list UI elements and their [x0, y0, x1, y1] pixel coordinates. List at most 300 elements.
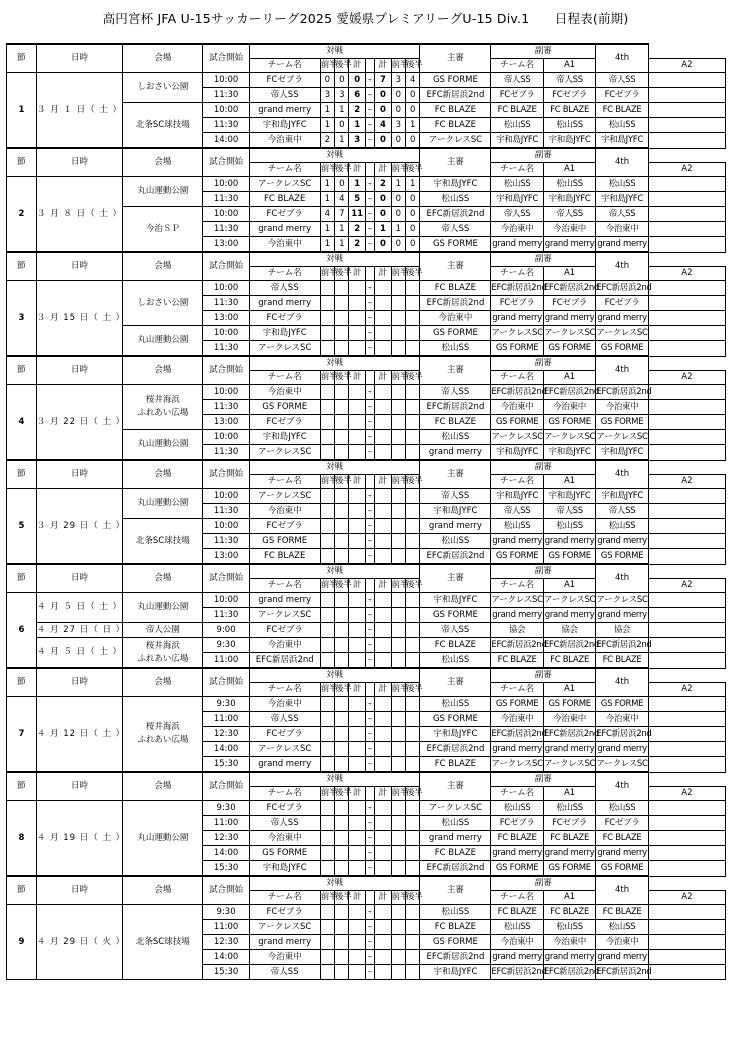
home-second-half-score — [335, 415, 349, 430]
away-second-half-score — [406, 608, 420, 623]
match-venue: 今治ＳＰ — [123, 207, 203, 253]
fourth-official — [648, 608, 725, 623]
home-second-half-score — [335, 697, 349, 712]
header-total: 計 — [349, 163, 365, 177]
home-second-half-score: 7 — [335, 207, 349, 222]
header-referee: 副審 — [491, 460, 596, 475]
score-dash: – — [365, 653, 374, 669]
home-team: FCゼブラ — [249, 73, 320, 88]
home-team: grand merry — [249, 935, 320, 950]
away-first-half-score — [391, 801, 405, 816]
header-main-referee: 主審 — [420, 876, 491, 905]
header-total: 計 — [375, 475, 391, 489]
fourth-official — [648, 326, 725, 341]
home-total-score: 2 — [349, 222, 365, 237]
home-total-score: 2 — [349, 103, 365, 118]
main-referee: アークレスSC — [491, 757, 543, 773]
match-venue: 北条SC球技場 — [123, 519, 203, 565]
kickoff-time: 9:30 — [203, 905, 249, 920]
score-dash: – — [365, 831, 374, 846]
home-team: 帝人SS — [249, 965, 320, 980]
kickoff-time: 9:00 — [203, 623, 249, 638]
kickoff-time: 10:00 — [203, 73, 249, 88]
document-title: 高円宮杯 JFA U-15サッカーリーグ2025 愛媛県プレミアリーグU-15 Div.1 日程表(前期) — [102, 11, 629, 26]
header-venue: 会場 — [123, 44, 203, 73]
away-second-half-score — [406, 905, 420, 920]
fourth-official — [648, 400, 725, 415]
away-team: grand merry — [420, 519, 491, 534]
score-dash: – — [365, 177, 374, 192]
away-first-half-score — [391, 296, 405, 311]
away-total-score — [375, 638, 391, 653]
home-first-half-score — [320, 742, 334, 757]
home-second-half-score: 0 — [335, 177, 349, 192]
away-second-half-score — [406, 846, 420, 861]
main-referee: 宇和島JYFC — [491, 489, 543, 504]
kickoff-time: 14:00 — [203, 133, 249, 149]
home-second-half-score — [335, 920, 349, 935]
away-second-half-score — [406, 415, 420, 430]
header-kickoff: 試合開始 — [203, 876, 249, 905]
fourth-official — [648, 385, 725, 400]
assistant-referee-a2: GS FORME — [596, 415, 648, 430]
main-referee: 帝人SS — [491, 504, 543, 519]
assistant-referee-a1: 宇和島JYFC — [543, 133, 595, 149]
kickoff-time: 11:00 — [203, 653, 249, 669]
score-dash: – — [365, 504, 374, 519]
away-team: GS FORME — [420, 608, 491, 623]
assistant-referee-a2: EFC新居浜2nd — [596, 638, 648, 653]
home-first-half-score — [320, 653, 334, 669]
header-fourth: 4th — [596, 772, 648, 801]
fourth-official — [648, 73, 725, 88]
home-team: アークレスSC — [249, 742, 320, 757]
header-match: 対戦 — [249, 148, 420, 163]
home-second-half-score — [335, 861, 349, 877]
home-first-half-score — [320, 905, 334, 920]
assistant-referee-a1: EFC新居浜2nd — [543, 727, 595, 742]
home-team: アークレスSC — [249, 608, 320, 623]
away-team: 松山SS — [420, 341, 491, 357]
assistant-referee-a1: 松山SS — [543, 920, 595, 935]
home-first-half-score — [320, 965, 334, 980]
away-team: 松山SS — [420, 653, 491, 669]
assistant-referee-a1: EFC新居浜2nd — [543, 281, 595, 296]
away-first-half-score — [391, 281, 405, 296]
header-kickoff: 試合開始 — [203, 356, 249, 385]
away-team: 宇和島JYFC — [420, 177, 491, 192]
home-second-half-score — [335, 504, 349, 519]
assistant-referee-a2: FCゼブラ — [596, 88, 648, 103]
main-referee: 松山SS — [491, 920, 543, 935]
match-row — [7, 801, 726, 816]
away-first-half-score — [391, 920, 405, 935]
home-second-half-score — [335, 489, 349, 504]
assistant-referee-a2: EFC新居浜2nd — [596, 281, 648, 296]
header-second-half: 後半 — [335, 579, 349, 593]
header-date: 日時 — [36, 356, 122, 385]
home-total-score — [349, 341, 365, 357]
round-number: 5 — [7, 489, 37, 565]
away-second-half-score — [406, 549, 420, 565]
header-match: 対戦 — [249, 772, 420, 787]
away-total-score — [375, 742, 391, 757]
assistant-referee-a1: 協会 — [543, 623, 595, 638]
header-fourth: 4th — [596, 460, 648, 489]
away-second-half-score — [406, 816, 420, 831]
fourth-official — [648, 801, 725, 816]
assistant-referee-a2: 協会 — [596, 623, 648, 638]
fourth-official — [648, 638, 725, 653]
header-a1: A1 — [543, 475, 595, 489]
assistant-referee-a2: アークレスSC — [596, 757, 648, 773]
home-team: 帝人SS — [249, 816, 320, 831]
away-second-half-score: 0 — [406, 88, 420, 103]
match-date: ４ 月 ５ 日（ 土 ） — [36, 638, 122, 669]
main-referee: grand merry — [491, 742, 543, 757]
header-second-half: 後半 — [406, 475, 420, 489]
away-total-score — [375, 489, 391, 504]
away-team: GS FORME — [420, 326, 491, 341]
home-team: アークレスSC — [249, 341, 320, 357]
header-a1: A1 — [543, 787, 595, 801]
header-match: 対戦 — [249, 876, 420, 891]
score-dash: – — [365, 534, 374, 549]
home-total-score: 1 — [349, 177, 365, 192]
header-main-referee: 主審 — [420, 460, 491, 489]
home-team: アークレスSC — [249, 445, 320, 461]
away-first-half-score — [391, 697, 405, 712]
match-row — [7, 73, 726, 88]
assistant-referee-a2: 松山SS — [596, 920, 648, 935]
home-first-half-score — [320, 311, 334, 326]
away-team: 宇和島JYFC — [420, 727, 491, 742]
header-venue: 会場 — [123, 564, 203, 593]
score-dash: – — [365, 445, 374, 461]
header-first-half: 前半 — [391, 163, 405, 177]
home-total-score — [349, 950, 365, 965]
header-dash-gap — [365, 163, 374, 177]
header-dash-gap — [365, 891, 374, 905]
away-first-half-score: 0 — [391, 103, 405, 118]
assistant-referee-a1: grand merry — [543, 237, 595, 253]
away-total-score — [375, 801, 391, 816]
header-second-half: 後半 — [335, 787, 349, 801]
round-number: 9 — [7, 905, 37, 980]
home-team: 宇和島JYFC — [249, 326, 320, 341]
match-row — [7, 593, 726, 608]
home-total-score — [349, 415, 365, 430]
away-total-score — [375, 950, 391, 965]
home-team: FCゼブラ — [249, 415, 320, 430]
away-team: FC BLAZE — [420, 103, 491, 118]
fourth-official — [648, 88, 725, 103]
home-team: 今治東中 — [249, 133, 320, 149]
away-team: 松山SS — [420, 430, 491, 445]
home-total-score — [349, 653, 365, 669]
header-kickoff: 試合開始 — [203, 564, 249, 593]
match-date: ４ 月 12 日（ 土 ） — [36, 697, 122, 773]
home-first-half-score — [320, 727, 334, 742]
away-second-half-score — [406, 623, 420, 638]
assistant-referee-a1: 松山SS — [543, 801, 595, 816]
round-number: 3 — [7, 281, 37, 357]
match-row — [7, 905, 726, 920]
away-first-half-score — [391, 712, 405, 727]
away-first-half-score: 3 — [391, 73, 405, 88]
main-referee: EFC新居浜2nd — [491, 385, 543, 400]
assistant-referee-a1: GS FORME — [543, 341, 595, 357]
header-kickoff: 試合開始 — [203, 460, 249, 489]
fourth-official — [648, 415, 725, 430]
main-referee: FCゼブラ — [491, 816, 543, 831]
home-first-half-score: 1 — [320, 222, 334, 237]
kickoff-time: 15:30 — [203, 965, 249, 980]
main-referee: EFC新居浜2nd — [491, 638, 543, 653]
main-referee: アークレスSC — [491, 326, 543, 341]
header-total: 計 — [349, 891, 365, 905]
score-dash: – — [365, 697, 374, 712]
header-first-half: 前半 — [320, 371, 334, 385]
assistant-referee-a2: 帝人SS — [596, 207, 648, 222]
score-dash: – — [365, 103, 374, 118]
home-total-score — [349, 905, 365, 920]
header-total: 計 — [375, 683, 391, 697]
header-first-half: 前半 — [320, 579, 334, 593]
header-a2: A2 — [648, 163, 725, 177]
main-referee: EFC新居浜2nd — [491, 965, 543, 980]
away-team: EFC新居浜2nd — [420, 296, 491, 311]
round-header-row — [7, 44, 726, 59]
header-first-half: 前半 — [391, 579, 405, 593]
away-second-half-score — [406, 519, 420, 534]
header-a2: A2 — [648, 683, 725, 697]
home-team: 今治東中 — [249, 504, 320, 519]
home-total-score — [349, 430, 365, 445]
away-first-half-score — [391, 415, 405, 430]
assistant-referee-a1: 今治東中 — [543, 400, 595, 415]
assistant-referee-a2: GS FORME — [596, 341, 648, 357]
header-fourth: 4th — [596, 252, 648, 281]
score-dash: – — [365, 623, 374, 638]
kickoff-time: 11:30 — [203, 296, 249, 311]
score-dash: – — [365, 608, 374, 623]
header-home-team: チーム名 — [249, 163, 320, 177]
round-number: 1 — [7, 73, 37, 149]
match-date: ３ 月 15 日（ 土 ） — [36, 281, 122, 357]
score-dash: – — [365, 118, 374, 133]
away-second-half-score — [406, 712, 420, 727]
main-referee: FC BLAZE — [491, 831, 543, 846]
header-home-team: チーム名 — [249, 371, 320, 385]
home-second-half-score — [335, 950, 349, 965]
kickoff-time: 11:30 — [203, 504, 249, 519]
kickoff-time: 11:30 — [203, 341, 249, 357]
away-total-score — [375, 846, 391, 861]
away-total-score — [375, 326, 391, 341]
assistant-referee-a2: EFC新居浜2nd — [596, 965, 648, 980]
match-row — [7, 177, 726, 192]
assistant-referee-a1: 宇和島JYFC — [543, 489, 595, 504]
away-team: 松山SS — [420, 534, 491, 549]
away-total-score — [375, 920, 391, 935]
away-second-half-score — [406, 385, 420, 400]
assistant-referee-a1: 宇和島JYFC — [543, 445, 595, 461]
header-second-half: 後半 — [406, 267, 420, 281]
match-venue: 北条SC球技場 — [123, 103, 203, 149]
home-first-half-score — [320, 757, 334, 773]
home-team: GS FORME — [249, 534, 320, 549]
main-referee: FCゼブラ — [491, 88, 543, 103]
assistant-referee-a2: アークレスSC — [596, 326, 648, 341]
header-second-half: 後半 — [406, 891, 420, 905]
home-first-half-score — [320, 519, 334, 534]
score-dash: – — [365, 222, 374, 237]
header-a1: A1 — [543, 683, 595, 697]
match-date: ３ 月 29 日（ 土 ） — [36, 489, 122, 565]
assistant-referee-a2: grand merry — [596, 950, 648, 965]
main-referee: FC BLAZE — [491, 653, 543, 669]
away-second-half-score — [406, 727, 420, 742]
round-header-row — [7, 148, 726, 163]
main-referee: GS FORME — [491, 341, 543, 357]
away-second-half-score: 0 — [406, 103, 420, 118]
away-second-half-score — [406, 950, 420, 965]
assistant-referee-a1: アークレスSC — [543, 326, 595, 341]
home-second-half-score — [335, 905, 349, 920]
assistant-referee-a1: アークレスSC — [543, 430, 595, 445]
away-second-half-score — [406, 801, 420, 816]
fourth-official — [648, 742, 725, 757]
home-team: FCゼブラ — [249, 801, 320, 816]
away-team: FC BLAZE — [420, 415, 491, 430]
home-team: grand merry — [249, 296, 320, 311]
header-date: 日時 — [36, 148, 122, 177]
assistant-referee-a1: 帝人SS — [543, 504, 595, 519]
home-first-half-score — [320, 638, 334, 653]
home-second-half-score — [335, 534, 349, 549]
match-date: ４ 月 27 日（ 日 ） — [36, 623, 122, 638]
home-first-half-score — [320, 950, 334, 965]
score-dash: – — [365, 712, 374, 727]
main-referee: GS FORME — [491, 549, 543, 565]
main-referee: EFC新居浜2nd — [491, 727, 543, 742]
header-match: 対戦 — [249, 356, 420, 371]
fourth-official — [648, 712, 725, 727]
match-date: ４ 月 19 日（ 土 ） — [36, 801, 122, 877]
header-second-half: 後半 — [406, 579, 420, 593]
header-first-half: 前半 — [320, 891, 334, 905]
home-second-half-score — [335, 965, 349, 980]
home-second-half-score — [335, 831, 349, 846]
header-venue: 会場 — [123, 252, 203, 281]
score-dash: – — [365, 727, 374, 742]
away-second-half-score: 4 — [406, 73, 420, 88]
header-fourth: 4th — [596, 668, 648, 697]
away-total-score — [375, 593, 391, 608]
away-second-half-score — [406, 697, 420, 712]
home-total-score — [349, 638, 365, 653]
score-dash: – — [365, 430, 374, 445]
match-date: ３ 月 １ 日（ 土 ） — [36, 73, 122, 149]
header-total: 計 — [349, 371, 365, 385]
header-total: 計 — [349, 475, 365, 489]
away-second-half-score — [406, 920, 420, 935]
home-total-score: 5 — [349, 192, 365, 207]
assistant-referee-a1: 宇和島JYFC — [543, 192, 595, 207]
main-referee: FCゼブラ — [491, 296, 543, 311]
header-first-half: 前半 — [391, 891, 405, 905]
home-second-half-score — [335, 638, 349, 653]
away-team: 松山SS — [420, 697, 491, 712]
assistant-referee-a2: 宇和島JYFC — [596, 192, 648, 207]
header-match: 対戦 — [249, 564, 420, 579]
away-second-half-score — [406, 831, 420, 846]
away-first-half-score — [391, 549, 405, 565]
score-dash: – — [365, 192, 374, 207]
assistant-referee-a1: 松山SS — [543, 519, 595, 534]
away-total-score: 0 — [375, 237, 391, 253]
away-team: EFC新居浜2nd — [420, 207, 491, 222]
home-total-score — [349, 861, 365, 877]
score-dash: – — [365, 920, 374, 935]
kickoff-time: 11:30 — [203, 400, 249, 415]
home-team: FCゼブラ — [249, 727, 320, 742]
assistant-referee-a1: grand merry — [543, 950, 595, 965]
match-venue: 丸山運動公園 — [123, 326, 203, 357]
away-team: 宇和島JYFC — [420, 593, 491, 608]
assistant-referee-a2: FCゼブラ — [596, 816, 648, 831]
away-first-half-score — [391, 816, 405, 831]
match-row — [7, 281, 726, 296]
score-dash: – — [365, 400, 374, 415]
kickoff-time: 10:00 — [203, 489, 249, 504]
away-first-half-score: 3 — [391, 118, 405, 133]
away-team: FC BLAZE — [420, 757, 491, 773]
header-section: 節 — [7, 668, 37, 697]
assistant-referee-a2: 今治東中 — [596, 935, 648, 950]
match-row — [7, 623, 726, 638]
header-total: 計 — [375, 371, 391, 385]
home-second-half-score — [335, 445, 349, 461]
fourth-official — [648, 207, 725, 222]
away-first-half-score — [391, 905, 405, 920]
header-away-team: チーム名 — [491, 59, 543, 73]
away-second-half-score — [406, 326, 420, 341]
header-first-half: 前半 — [320, 683, 334, 697]
main-referee: 今治東中 — [491, 222, 543, 237]
away-total-score: 0 — [375, 192, 391, 207]
assistant-referee-a1: EFC新居浜2nd — [543, 965, 595, 980]
assistant-referee-a2: grand merry — [596, 237, 648, 253]
home-first-half-score — [320, 400, 334, 415]
away-second-half-score — [406, 296, 420, 311]
header-main-referee: 主審 — [420, 148, 491, 177]
score-dash: – — [365, 549, 374, 565]
home-total-score — [349, 920, 365, 935]
assistant-referee-a2: 今治東中 — [596, 222, 648, 237]
away-second-half-score — [406, 861, 420, 877]
away-team: GS FORME — [420, 712, 491, 727]
fourth-official — [648, 593, 725, 608]
score-dash: – — [365, 73, 374, 88]
away-second-half-score — [406, 935, 420, 950]
assistant-referee-a2: 松山SS — [596, 177, 648, 192]
away-total-score — [375, 608, 391, 623]
fourth-official — [648, 222, 725, 237]
away-total-score — [375, 504, 391, 519]
fourth-official — [648, 920, 725, 935]
